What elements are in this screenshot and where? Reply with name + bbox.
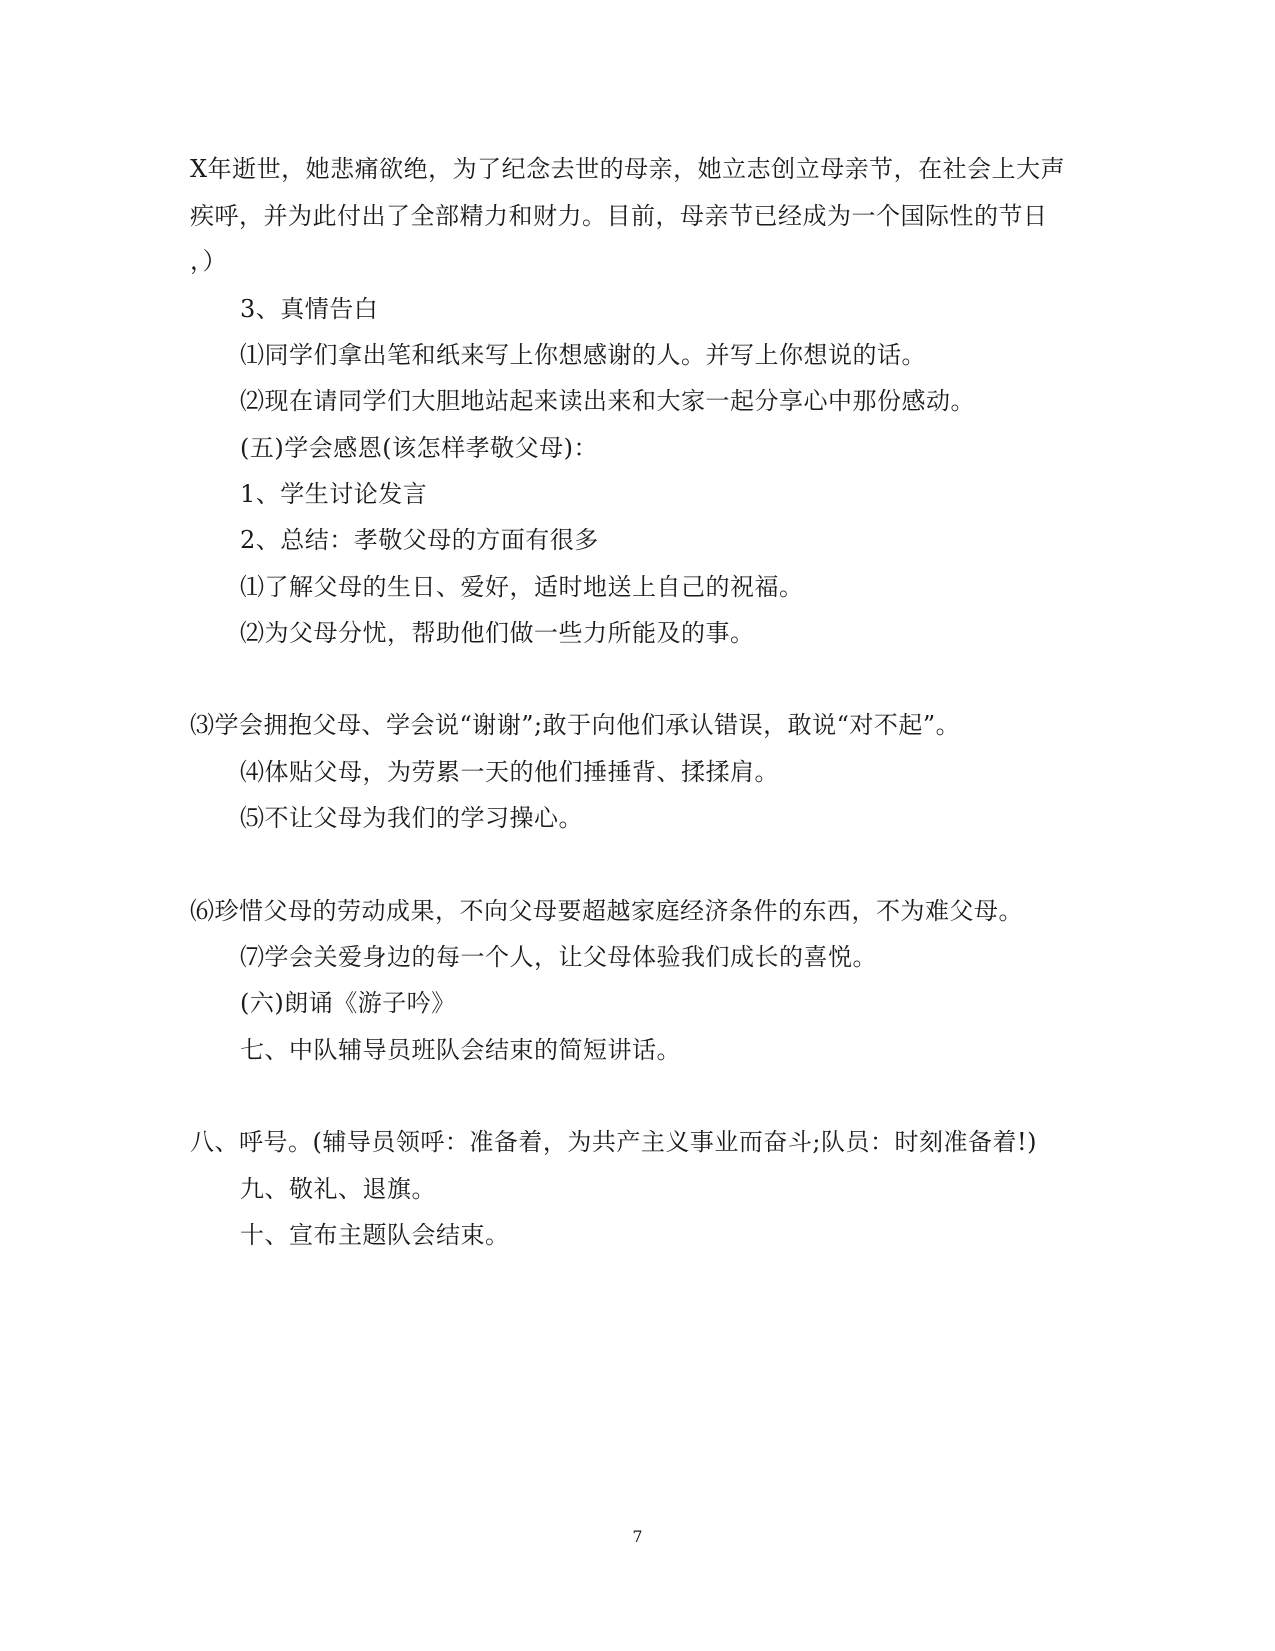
paragraph-line: ，） bbox=[190, 247, 227, 275]
paragraph-line: ⑷体贴父母，为劳累一天的他们捶捶背、揉揉肩。 bbox=[240, 758, 779, 786]
paragraph-line: 七、中队辅导员班队会结束的简短讲话。 bbox=[240, 1036, 681, 1064]
paragraph-line: 3、真情告白 bbox=[240, 295, 379, 323]
paragraph-line: (六)朗诵《游子吟》 bbox=[240, 989, 456, 1017]
paragraph-line: ⑹珍惜父母的劳动成果，不向父母要超越家庭经济条件的东西，不为难父母。 bbox=[190, 897, 1023, 925]
paragraph-line: 九、敬礼、退旗。 bbox=[240, 1175, 436, 1203]
paragraph-line: ⑵为父母分忧，帮助他们做一些力所能及的事。 bbox=[240, 619, 755, 647]
paragraph-line: 十、宣布主题队会结束。 bbox=[240, 1221, 510, 1249]
paragraph-line: 疾呼，并为此付出了全部精力和财力。目前，母亲节已经成为一个国际性的节日 bbox=[190, 202, 1048, 230]
paragraph-line: ⑵现在请同学们大胆地站起来读出来和大家一起分享心中那份感动。 bbox=[240, 387, 975, 415]
paragraph-line: ⑴同学们拿出笔和纸来写上你想感谢的人。并写上你想说的话。 bbox=[240, 341, 926, 369]
paragraph-line: ⑶学会拥抱父母、学会说“谢谢”;敢于向他们承认错误，敢说“对不起”。 bbox=[190, 711, 961, 739]
page-number: 7 bbox=[632, 1527, 643, 1546]
paragraph-line: ⑺学会关爱身边的每一个人，让父母体验我们成长的喜悦。 bbox=[240, 943, 877, 971]
paragraph-line: 八、呼号。(辅导员领呼：准备着，为共产主义事业而奋斗;队员：时刻准备着!) bbox=[190, 1128, 1037, 1156]
paragraph-line: ⑸不让父母为我们的学习操心。 bbox=[240, 804, 583, 832]
paragraph-line: 2、总结：孝敬父母的方面有很多 bbox=[240, 526, 599, 554]
paragraph-line: (五)学会感恩(该怎样孝敬父母)： bbox=[240, 434, 598, 462]
paragraph-line: ⑴了解父母的生日、爱好，适时地送上自己的祝福。 bbox=[240, 573, 804, 601]
paragraph-line: 1、学生讨论发言 bbox=[240, 480, 428, 508]
paragraph-line: X年逝世，她悲痛欲绝，为了纪念去世的母亲，她立志创立母亲节，在社会上大声 bbox=[190, 155, 1066, 183]
